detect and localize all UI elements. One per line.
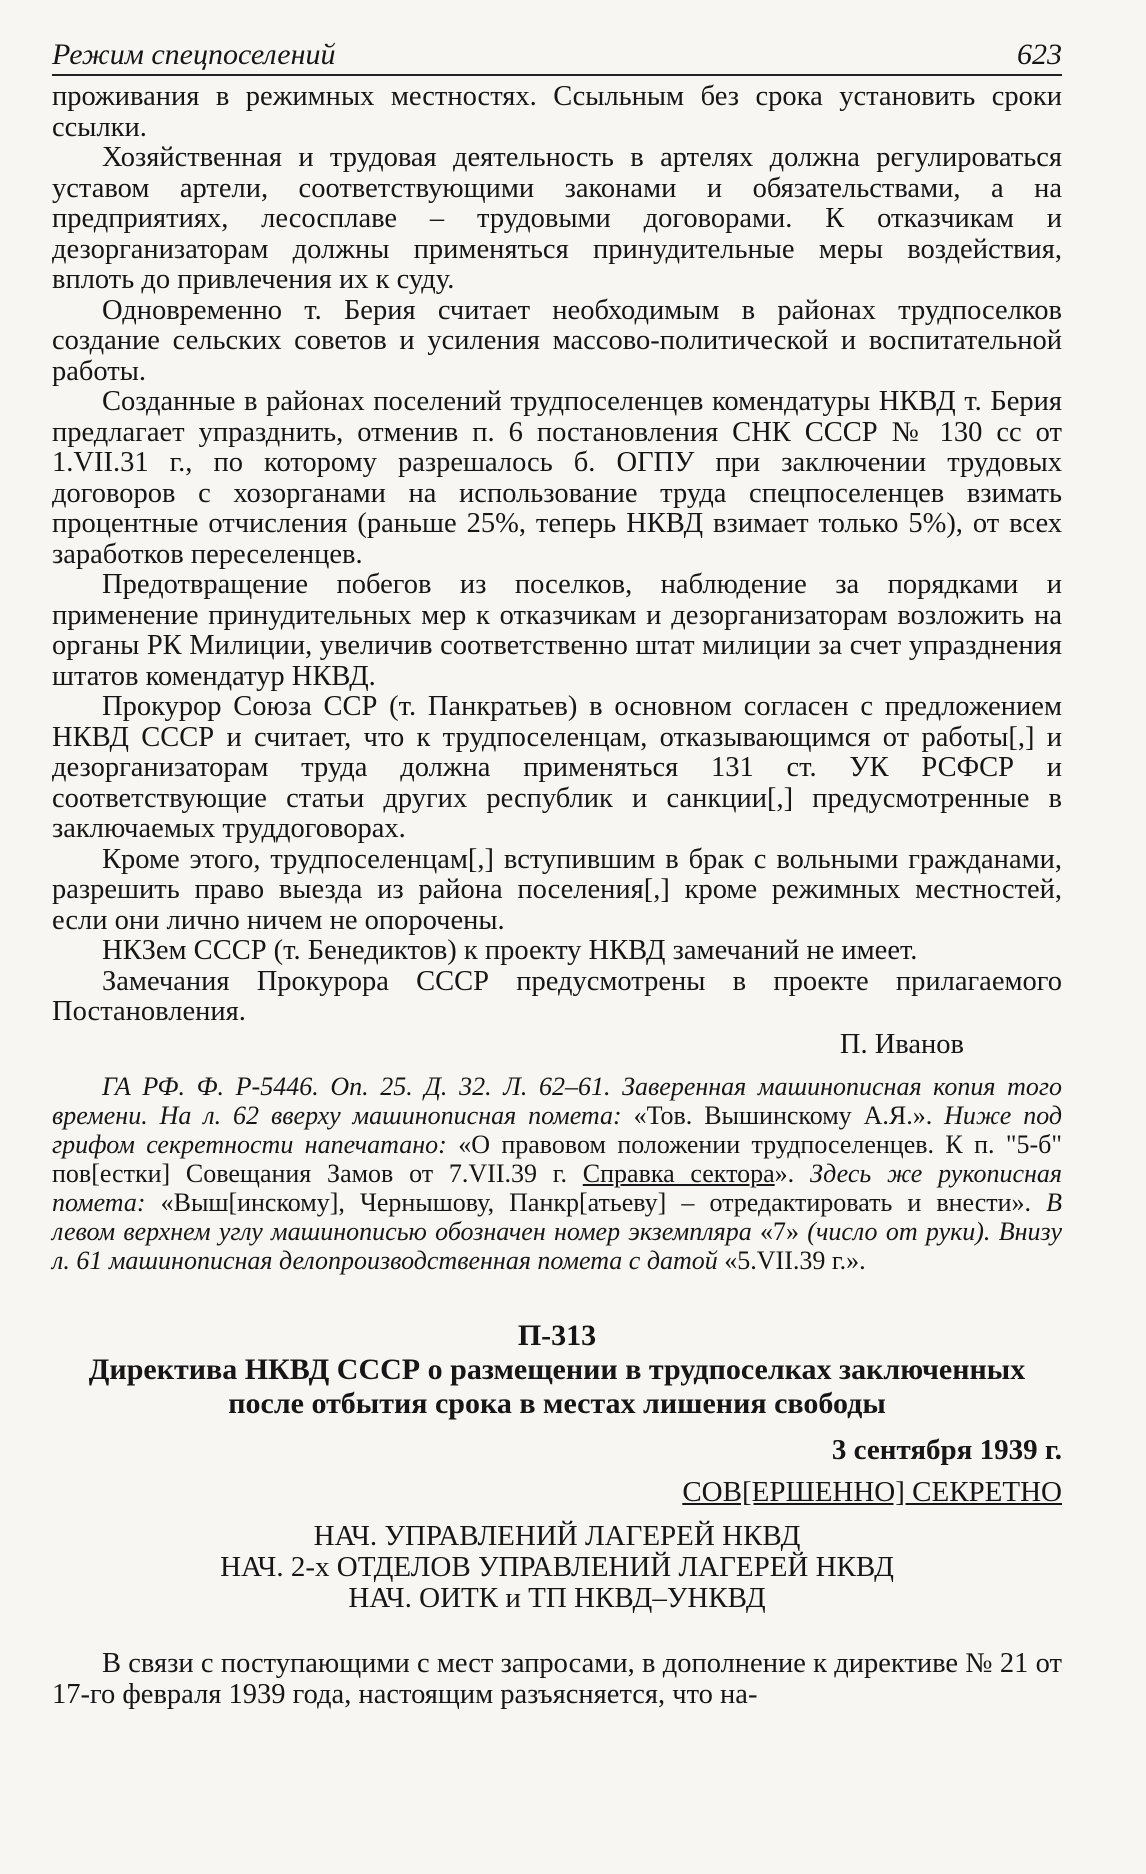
paragraph: Хозяйственная и трудовая деятельность в артелях должна регулироваться уставом артели, соответствующими законами и обязательствами, а на предприятиях, лесосплаве – трудовыми договорами. К отказчикам и дезорганизаторам должны применяться принудительные меры воздействия, вплоть до привлечения их к суду.: [52, 142, 1062, 295]
archival-source-note: ГА РФ. Ф. Р-5446. Оп. 25. Д. 32. Л. 62–61. Заверенная машинописная копия того времени. На л. 62 вверху машинописная помета: «Тов. Вышинскому А.Я.». Ниже под грифом секретности напечатано: «О правовом положении трудпоселенцев. К п. "5-б" пов[естки] Совещания Замов от 7.VII.39 г. Справка сектора». Здесь же рукописная помета: «Выш[инскому], Чернышову, Панкр[атьеву] – отредактировать и внести». В левом верхнем углу машинописью обозначен номер экземпляра «7» (число от руки). Внизу л. 61 машинописная делопроизводственная помета с датой «5.VII.39 г.».: [52, 1072, 1063, 1275]
addressees: [52, 1521, 1062, 1614]
document-number: П-313: [517, 1319, 597, 1352]
addressee: НАЧ. 2-х ОТДЕЛОВ УПРАВЛЕНИЙ ЛАГЕРЕЙ НКВД: [220, 1551, 894, 1583]
paragraph: Предотвращение побегов из поселков, наблюдение за порядками и применение принудительных мер к отказчикам и дезорганизаторам возложить на органы РК Милиции, увеличив соответственно штат милиции за счет упразднения штатов комендатур НКВД.: [52, 569, 1062, 692]
addressee: НАЧ. УПРАВЛЕНИЙ ЛАГЕРЕЙ НКВД: [313, 1520, 801, 1552]
paragraph: проживания в режимных местностях. Ссыльным без срока установить сроки ссылки.: [52, 81, 1062, 143]
page-number: 623: [1017, 38, 1062, 71]
page-header: [52, 30, 1062, 76]
paragraph: Прокурор Союза ССР (т. Панкратьев) в основном согласен с предложением НКВД СССР и считает, что к трудпоселенцам, отказывающимся от работы[,] и дезорганизаторам труда должна применяться 131 ст. УК РСФСР и соответствующие статьи других республик и санкции[,] предусмотренные в заключаемых труддоговорах.: [52, 691, 1062, 844]
paragraph: Созданные в районах поселений трудпоселенцев комендатуры НКВД т. Берия предлагает упразднить, отменив п. 6 постановления СНК СССР № 130 сс от 1.VII.31 г., по которому разрешалось б. ОГПУ при заключении трудовых договоров с хозорганами на использование труда спецпоселенцев взимать процентные отчисления (раньше 25%, теперь НКВД взимает только 5%), от всех заработков переселенцев.: [52, 386, 1062, 570]
paragraph: НКЗем СССР (т. Бенедиктов) к проекту НКВД замечаний не имеет.: [102, 935, 918, 966]
running-title: Режим спецпоселений: [52, 38, 336, 71]
document-body: [52, 82, 1062, 1060]
directive-opening-paragraph: В связи с поступающими с мест запросами, в дополнение к директиве № 21 от 17-го февраля 1939 года, настоящим разъясняется, что на-: [52, 1648, 1062, 1710]
classification-stamp: СОВ[ЕРШЕННО] СЕКРЕТНО: [682, 1476, 1062, 1508]
addressee: НАЧ. ОИТК и ТП НКВД–УНКВД: [348, 1582, 766, 1614]
document-date: 3 сентября 1939 г.: [831, 1434, 1062, 1466]
paragraph: Одновременно т. Берия считает необходимым в районах трудпоселков создание сельских советов и усиления массово-политической и воспитательной работы.: [52, 294, 1062, 387]
paragraph: Замечания Прокурора СССР предусмотрены в проекте прилагаемого Постановления.: [52, 965, 1062, 1027]
document-title: Директива НКВД СССР о размещении в трудпоселках заключенных после отбытия срока в местах лишения свободы: [88, 1353, 1026, 1420]
signature: П. Иванов: [839, 1028, 964, 1060]
document-page: [52, 30, 1062, 1739]
paragraph: Кроме этого, трудпоселенцам[,] вступившим в брак с вольными гражданами, разрешить право выезда из района поселения[,] кроме режимных местностей, если они лично ничем не опорочены.: [52, 843, 1062, 936]
